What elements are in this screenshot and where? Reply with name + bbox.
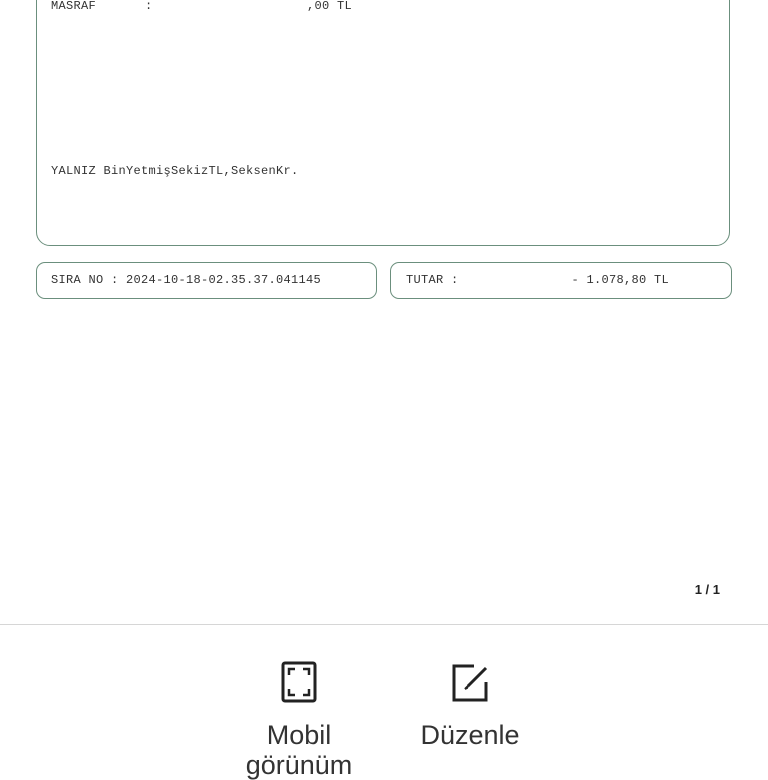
tutar-box xyxy=(390,262,732,299)
mobile-view-button[interactable] xyxy=(224,660,374,780)
masraf-value: ,00 TL xyxy=(307,0,353,13)
fullscreen-frame-icon xyxy=(224,660,374,704)
mobile-view-label: Mobil görünüm xyxy=(245,720,353,780)
tutar-label: TUTAR : xyxy=(406,273,459,287)
masraf-label: MASRAF xyxy=(51,0,97,13)
receipt-details-box xyxy=(36,0,730,246)
page-indicator: 1 / 1 xyxy=(694,582,720,597)
amount-in-words: YALNIZ BinYetmişSekizTL,SeksenKr. xyxy=(51,164,299,178)
edit-label: Düzenle xyxy=(420,720,520,750)
edit-icon xyxy=(395,660,545,704)
sira-no-text: SIRA NO : 2024-10-18-02.35.37.041145 xyxy=(51,273,322,287)
edit-button[interactable] xyxy=(395,660,545,750)
bottom-bar-divider xyxy=(0,624,768,625)
sira-no-box xyxy=(36,262,377,299)
tutar-value: - 1.078,80 TL xyxy=(571,273,669,287)
masraf-colon: : xyxy=(145,0,153,13)
